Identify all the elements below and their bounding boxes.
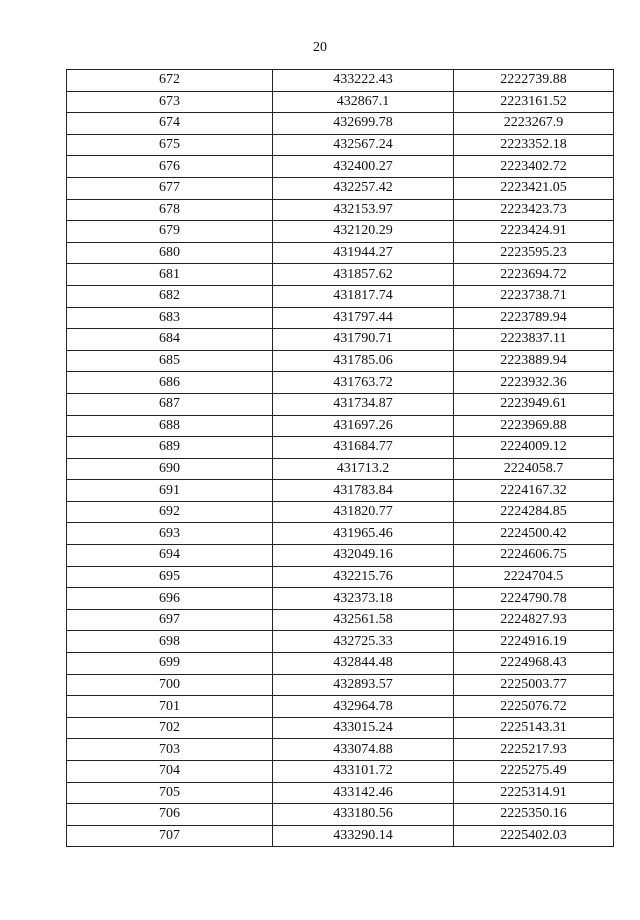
x-coordinate-cell: 431817.74: [273, 285, 454, 307]
table-row: [67, 372, 614, 394]
x-coordinate-cell: 431713.2: [273, 458, 454, 480]
y-coordinate-cell: 2225275.49: [454, 761, 614, 783]
y-coordinate-cell: 2224009.12: [454, 437, 614, 459]
x-coordinate-cell: 432215.76: [273, 566, 454, 588]
x-coordinate-cell: 433074.88: [273, 739, 454, 761]
point-number-cell: 703: [67, 739, 273, 761]
point-number-cell: 686: [67, 372, 273, 394]
x-coordinate-cell: 432699.78: [273, 113, 454, 135]
y-coordinate-cell: 2225003.77: [454, 674, 614, 696]
point-number-cell: 673: [67, 91, 273, 113]
x-coordinate-cell: 431734.87: [273, 393, 454, 415]
y-coordinate-cell: 2223932.36: [454, 372, 614, 394]
x-coordinate-cell: 432049.16: [273, 545, 454, 567]
x-coordinate-cell: 433180.56: [273, 804, 454, 826]
point-number-cell: 698: [67, 631, 273, 653]
y-coordinate-cell: 2225217.93: [454, 739, 614, 761]
table-row: [67, 242, 614, 264]
x-coordinate-cell: 432373.18: [273, 588, 454, 610]
table-row: [67, 70, 614, 92]
y-coordinate-cell: 2223402.72: [454, 156, 614, 178]
table-row: [67, 825, 614, 847]
point-number-cell: 689: [67, 437, 273, 459]
point-number-cell: 680: [67, 242, 273, 264]
table-row: [67, 177, 614, 199]
point-number-cell: 701: [67, 696, 273, 718]
point-number-cell: 676: [67, 156, 273, 178]
point-number-cell: 685: [67, 350, 273, 372]
x-coordinate-cell: 432867.1: [273, 91, 454, 113]
point-number-cell: 704: [67, 761, 273, 783]
y-coordinate-cell: 2223161.52: [454, 91, 614, 113]
point-number-cell: 690: [67, 458, 273, 480]
x-coordinate-cell: 432893.57: [273, 674, 454, 696]
x-coordinate-cell: 432257.42: [273, 177, 454, 199]
x-coordinate-cell: 431763.72: [273, 372, 454, 394]
point-number-cell: 696: [67, 588, 273, 610]
table-row: [67, 588, 614, 610]
point-number-cell: 683: [67, 307, 273, 329]
x-coordinate-cell: 432561.58: [273, 609, 454, 631]
table-row: [67, 350, 614, 372]
table-row: [67, 393, 614, 415]
point-number-cell: 679: [67, 221, 273, 243]
y-coordinate-cell: 2223738.71: [454, 285, 614, 307]
x-coordinate-cell: 431857.62: [273, 264, 454, 286]
x-coordinate-cell: 432153.97: [273, 199, 454, 221]
y-coordinate-cell: 2223789.94: [454, 307, 614, 329]
point-number-cell: 694: [67, 545, 273, 567]
point-number-cell: 672: [67, 70, 273, 92]
x-coordinate-cell: 432400.27: [273, 156, 454, 178]
table-row: [67, 329, 614, 351]
table-row: [67, 631, 614, 653]
x-coordinate-cell: 432844.48: [273, 653, 454, 675]
point-number-cell: 699: [67, 653, 273, 675]
table-row: [67, 696, 614, 718]
x-coordinate-cell: 432725.33: [273, 631, 454, 653]
x-coordinate-cell: 433142.46: [273, 782, 454, 804]
x-coordinate-cell: 432120.29: [273, 221, 454, 243]
table-row: [67, 415, 614, 437]
table-row: [67, 566, 614, 588]
x-coordinate-cell: 431785.06: [273, 350, 454, 372]
x-coordinate-cell: 431965.46: [273, 523, 454, 545]
y-coordinate-cell: 2223424.91: [454, 221, 614, 243]
table-row: [67, 437, 614, 459]
point-number-cell: 688: [67, 415, 273, 437]
point-number-cell: 695: [67, 566, 273, 588]
x-coordinate-cell: 431697.26: [273, 415, 454, 437]
y-coordinate-cell: 2223421.05: [454, 177, 614, 199]
y-coordinate-cell: 2223423.73: [454, 199, 614, 221]
table-row: [67, 91, 614, 113]
point-number-cell: 687: [67, 393, 273, 415]
table-row: [67, 264, 614, 286]
x-coordinate-cell: 431820.77: [273, 501, 454, 523]
table-row: [67, 221, 614, 243]
y-coordinate-cell: 2225143.31: [454, 717, 614, 739]
y-coordinate-cell: 2224968.43: [454, 653, 614, 675]
y-coordinate-cell: 2223595.23: [454, 242, 614, 264]
table-row: [67, 761, 614, 783]
y-coordinate-cell: 2223694.72: [454, 264, 614, 286]
point-number-cell: 693: [67, 523, 273, 545]
y-coordinate-cell: 2225076.72: [454, 696, 614, 718]
y-coordinate-cell: 2223889.94: [454, 350, 614, 372]
point-number-cell: 697: [67, 609, 273, 631]
table-row: [67, 156, 614, 178]
page-number: 20: [313, 40, 327, 55]
y-coordinate-cell: 2224827.93: [454, 609, 614, 631]
y-coordinate-cell: 2223837.11: [454, 329, 614, 351]
y-coordinate-cell: 2224167.32: [454, 480, 614, 502]
point-number-cell: 677: [67, 177, 273, 199]
x-coordinate-cell: 433290.14: [273, 825, 454, 847]
point-number-cell: 678: [67, 199, 273, 221]
x-coordinate-cell: 433015.24: [273, 717, 454, 739]
y-coordinate-cell: 2224284.85: [454, 501, 614, 523]
coordinate-table: [66, 69, 614, 847]
table-row: [67, 782, 614, 804]
x-coordinate-cell: 431790.71: [273, 329, 454, 351]
table-row: [67, 674, 614, 696]
y-coordinate-cell: 2224916.19: [454, 631, 614, 653]
y-coordinate-cell: 2224790.78: [454, 588, 614, 610]
x-coordinate-cell: 433101.72: [273, 761, 454, 783]
table-row: [67, 804, 614, 826]
table-body: [67, 70, 614, 847]
table-row: [67, 199, 614, 221]
x-coordinate-cell: 432567.24: [273, 134, 454, 156]
y-coordinate-cell: 2223949.61: [454, 393, 614, 415]
point-number-cell: 674: [67, 113, 273, 135]
x-coordinate-cell: 431944.27: [273, 242, 454, 264]
point-number-cell: 675: [67, 134, 273, 156]
table-row: [67, 458, 614, 480]
table-row: [67, 717, 614, 739]
table-row: [67, 653, 614, 675]
y-coordinate-cell: 2225402.03: [454, 825, 614, 847]
y-coordinate-cell: 2224058.7: [454, 458, 614, 480]
point-number-cell: 691: [67, 480, 273, 502]
table-row: [67, 739, 614, 761]
table-row: [67, 545, 614, 567]
y-coordinate-cell: 2223267.9: [454, 113, 614, 135]
x-coordinate-cell: 431783.84: [273, 480, 454, 502]
y-coordinate-cell: 2223352.18: [454, 134, 614, 156]
y-coordinate-cell: 2224704.5: [454, 566, 614, 588]
y-coordinate-cell: 2223969.88: [454, 415, 614, 437]
point-number-cell: 706: [67, 804, 273, 826]
table-row: [67, 609, 614, 631]
table-row: [67, 113, 614, 135]
y-coordinate-cell: 2222739.88: [454, 70, 614, 92]
table-row: [67, 501, 614, 523]
x-coordinate-cell: 432964.78: [273, 696, 454, 718]
table-row: [67, 523, 614, 545]
table-row: [67, 480, 614, 502]
point-number-cell: 684: [67, 329, 273, 351]
y-coordinate-cell: 2225314.91: [454, 782, 614, 804]
x-coordinate-cell: 433222.43: [273, 70, 454, 92]
point-number-cell: 707: [67, 825, 273, 847]
table-row: [67, 285, 614, 307]
x-coordinate-cell: 431684.77: [273, 437, 454, 459]
point-number-cell: 702: [67, 717, 273, 739]
y-coordinate-cell: 2225350.16: [454, 804, 614, 826]
point-number-cell: 700: [67, 674, 273, 696]
point-number-cell: 692: [67, 501, 273, 523]
point-number-cell: 681: [67, 264, 273, 286]
y-coordinate-cell: 2224500.42: [454, 523, 614, 545]
point-number-cell: 705: [67, 782, 273, 804]
point-number-cell: 682: [67, 285, 273, 307]
table-row: [67, 307, 614, 329]
table-row: [67, 134, 614, 156]
y-coordinate-cell: 2224606.75: [454, 545, 614, 567]
x-coordinate-cell: 431797.44: [273, 307, 454, 329]
